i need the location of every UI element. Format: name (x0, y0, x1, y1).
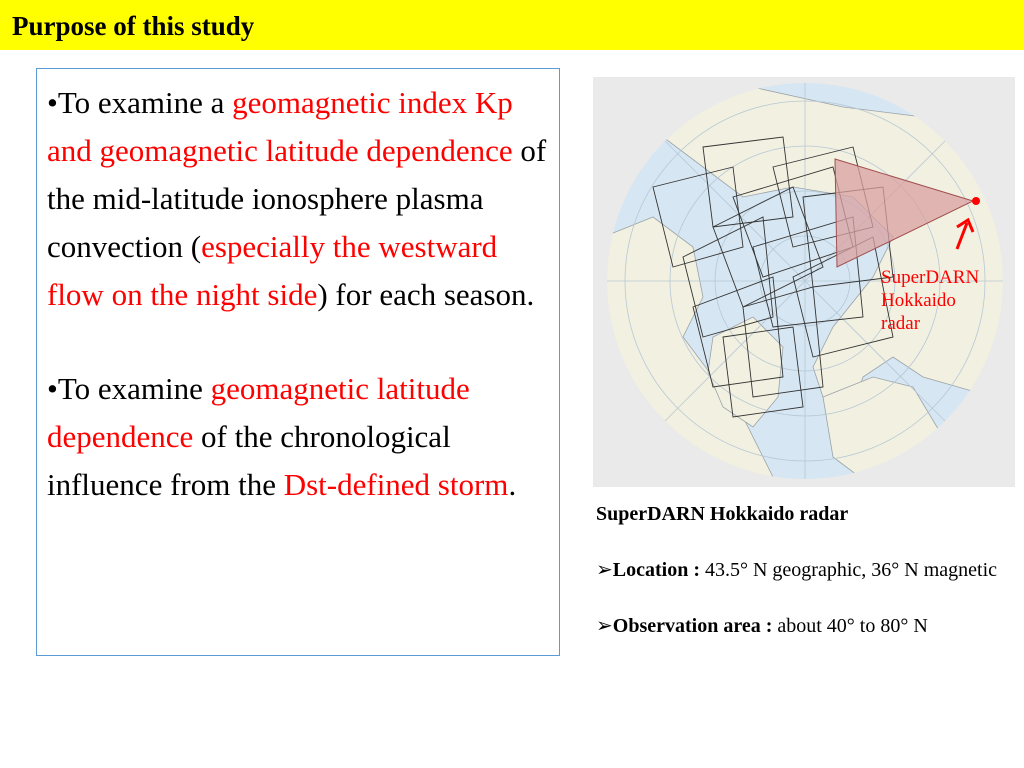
title-bar (0, 0, 1024, 50)
bullet-2 (47, 365, 547, 509)
bullet-1-seg-3: of the mid-latitude ionosphere plasma convection ( (47, 133, 547, 264)
radar-label-line-1: SuperDARN (881, 267, 980, 288)
radar-site-marker (972, 197, 980, 205)
bullet-2-seg-2: geomagnetic latitude dependence (47, 371, 470, 454)
radar-label (881, 266, 1021, 335)
arrow-bullet-icon: ➢ (596, 615, 613, 637)
area-label: Observation area : (612, 615, 778, 637)
radar-label-line-2: Hokkaido (881, 290, 956, 311)
radar-label-line-3: radar (881, 313, 921, 334)
bullet-1 (47, 79, 547, 319)
bullet-2-seg-3: of the chronological influence from the (47, 419, 451, 502)
caption-title: SuperDARN Hokkaido radar (596, 503, 849, 525)
bullet-marker: • (47, 85, 58, 120)
bullet-1-seg-5: ) for each season. (317, 277, 535, 312)
location-label: Location : (612, 559, 705, 581)
bullet-2-seg-4: Dst-defined storm (283, 467, 509, 502)
bullet-marker: • (47, 371, 58, 406)
bullet-2-seg-1: To examine (57, 371, 211, 406)
location-value: 43.5° N geographic, 36° N magnetic (704, 559, 998, 581)
arrow-bullet-icon: ➢ (596, 559, 613, 581)
area-detail (596, 612, 1016, 640)
bullet-1-seg-1: To examine a (57, 85, 233, 120)
bullet-1-seg-4: especially the westward flow on the night side (47, 229, 498, 312)
bullet-2-seg-5: . (508, 467, 517, 502)
bullet-1-seg-2: geomagnetic index Kp and geomagnetic latitude dependence (47, 85, 513, 168)
location-detail (596, 556, 1016, 584)
slide-title: Purpose of this study (12, 11, 255, 41)
radar-caption (596, 500, 1016, 668)
objectives-box (36, 68, 560, 656)
area-value: about 40° to 80° N (777, 615, 928, 637)
